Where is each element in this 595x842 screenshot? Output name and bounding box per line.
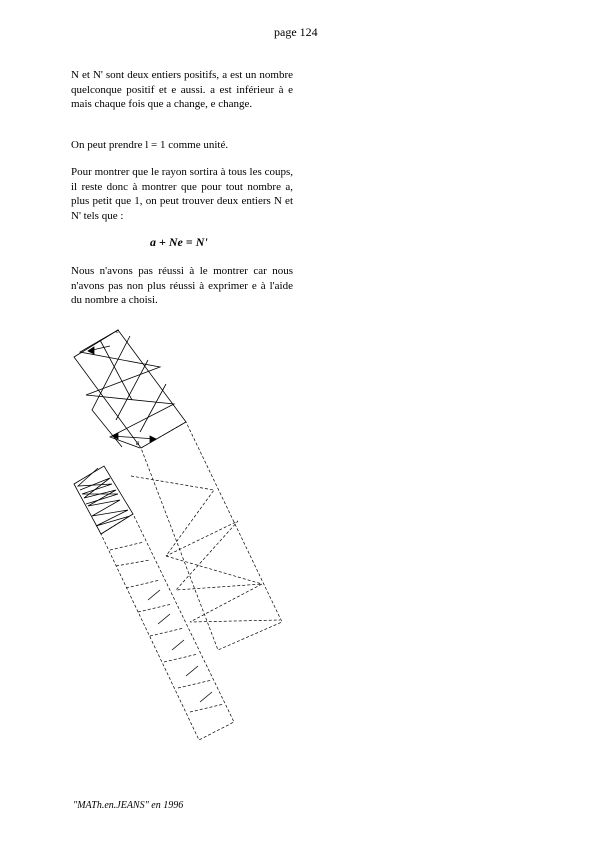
paragraph-unit: On peut prendre l = 1 comme unité. [71, 139, 229, 151]
formula-equals: = [182, 235, 196, 249]
diagram-top-label: e [116, 327, 120, 335]
paragraph-definitions: N et N' sont deux entiers positifs, a est un nombre quelconque positif et e aussi. a est inférieur à e mais chaque fois que a change, e change. [71, 69, 293, 110]
paragraph-conclusion: Nous n'avons pas réussi à le montrer car nous n'avons pas non plus réussi à exprimer e à l'aide du nombre a choisi. [71, 265, 293, 306]
formula-nprime: N' [195, 235, 208, 249]
large-strip-solid-part [74, 330, 186, 448]
formula-ne: Ne [168, 235, 183, 249]
formula-a: a [150, 235, 156, 249]
footer: "MATh.en.JEANS" en 1996 [73, 800, 184, 811]
page-number: page 124 [274, 25, 318, 39]
formula-plus: + [156, 235, 169, 249]
diagram-arrow-label: a [136, 439, 140, 447]
paragraph-goal: Pour montrer que le rayon sortira à tous les coups, il reste donc à montrer que pour tout nombre a, plus petit que 1, on peut trouver deux entiers N et N' tels que : [71, 166, 293, 222]
large-strip-dashed-part [141, 422, 282, 650]
